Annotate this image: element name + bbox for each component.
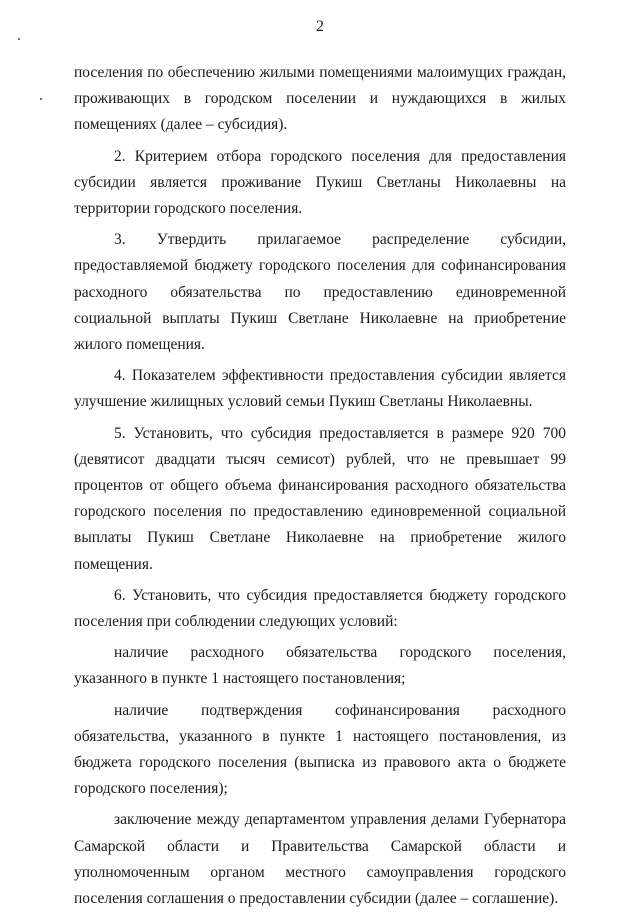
condition-item-3: заключение между департаментом управления делами Губернатора Самарской области и Правительства Самарской области и уполномоченным органом местного самоуправления городского поселения соглашения о предоставлении субсидии (далее – соглашение). bbox=[74, 811, 566, 908]
condition-item-1: наличие расходного обязательства городского поселения, указанного в пункте 1 настоящего постановления; bbox=[74, 644, 566, 688]
document-body bbox=[74, 60, 566, 917]
paragraph-item-4: 4. Показателем эффективности предоставления субсидии является улучшение жилищных условий семьи Пукиш Светланы Николаевны. bbox=[74, 367, 566, 411]
condition-item-2: наличие подтверждения софинансирования расходного обязательства, указанного в пункте 1 настоящего постановления, из бюджета городского поселения (выписка из правового акта о бюджете городского поселения); bbox=[74, 701, 566, 798]
page-number: 2 bbox=[316, 18, 324, 35]
scan-speck bbox=[18, 38, 20, 40]
paragraph-item-6: 6. Установить, что субсидия предоставляется бюджету городского поселения при соблюдении следующих условий: bbox=[74, 586, 566, 631]
paragraph-continuation: поселения по обеспечению жилыми помещениями малоимущих граждан, проживающих в городском поселении и нуждающихся в жилых помещениях (далее – субсидия). bbox=[74, 64, 566, 134]
scan-speck bbox=[40, 98, 42, 100]
paragraph-item-2: 2. Критерием отбора городского поселения для предоставления субсидии является проживание Пукиш Светланы Николаевны на территории городского поселения. bbox=[74, 147, 566, 218]
paragraph-item-3: 3. Утвердить прилагаемое распределение субсидии, предоставляемой бюджету городского поселения для софинансирования расходного обязательства по предоставлению единовременной социальной выплаты Пукиш Светлане Николаевне на приобретение жилого помещения. bbox=[74, 231, 566, 354]
paragraph-item-5: 5. Установить, что субсидия предоставляется в размере 920 700 (девятисот двадцати тысяч семисот) рублей, что не превышает 99 процентов от общего объема финансирования расходного обязательства городского поселения по предоставлению единовременной социальной выплаты Пукиш Светлане Николаевне на приобретение жилого помещения. bbox=[74, 424, 566, 573]
